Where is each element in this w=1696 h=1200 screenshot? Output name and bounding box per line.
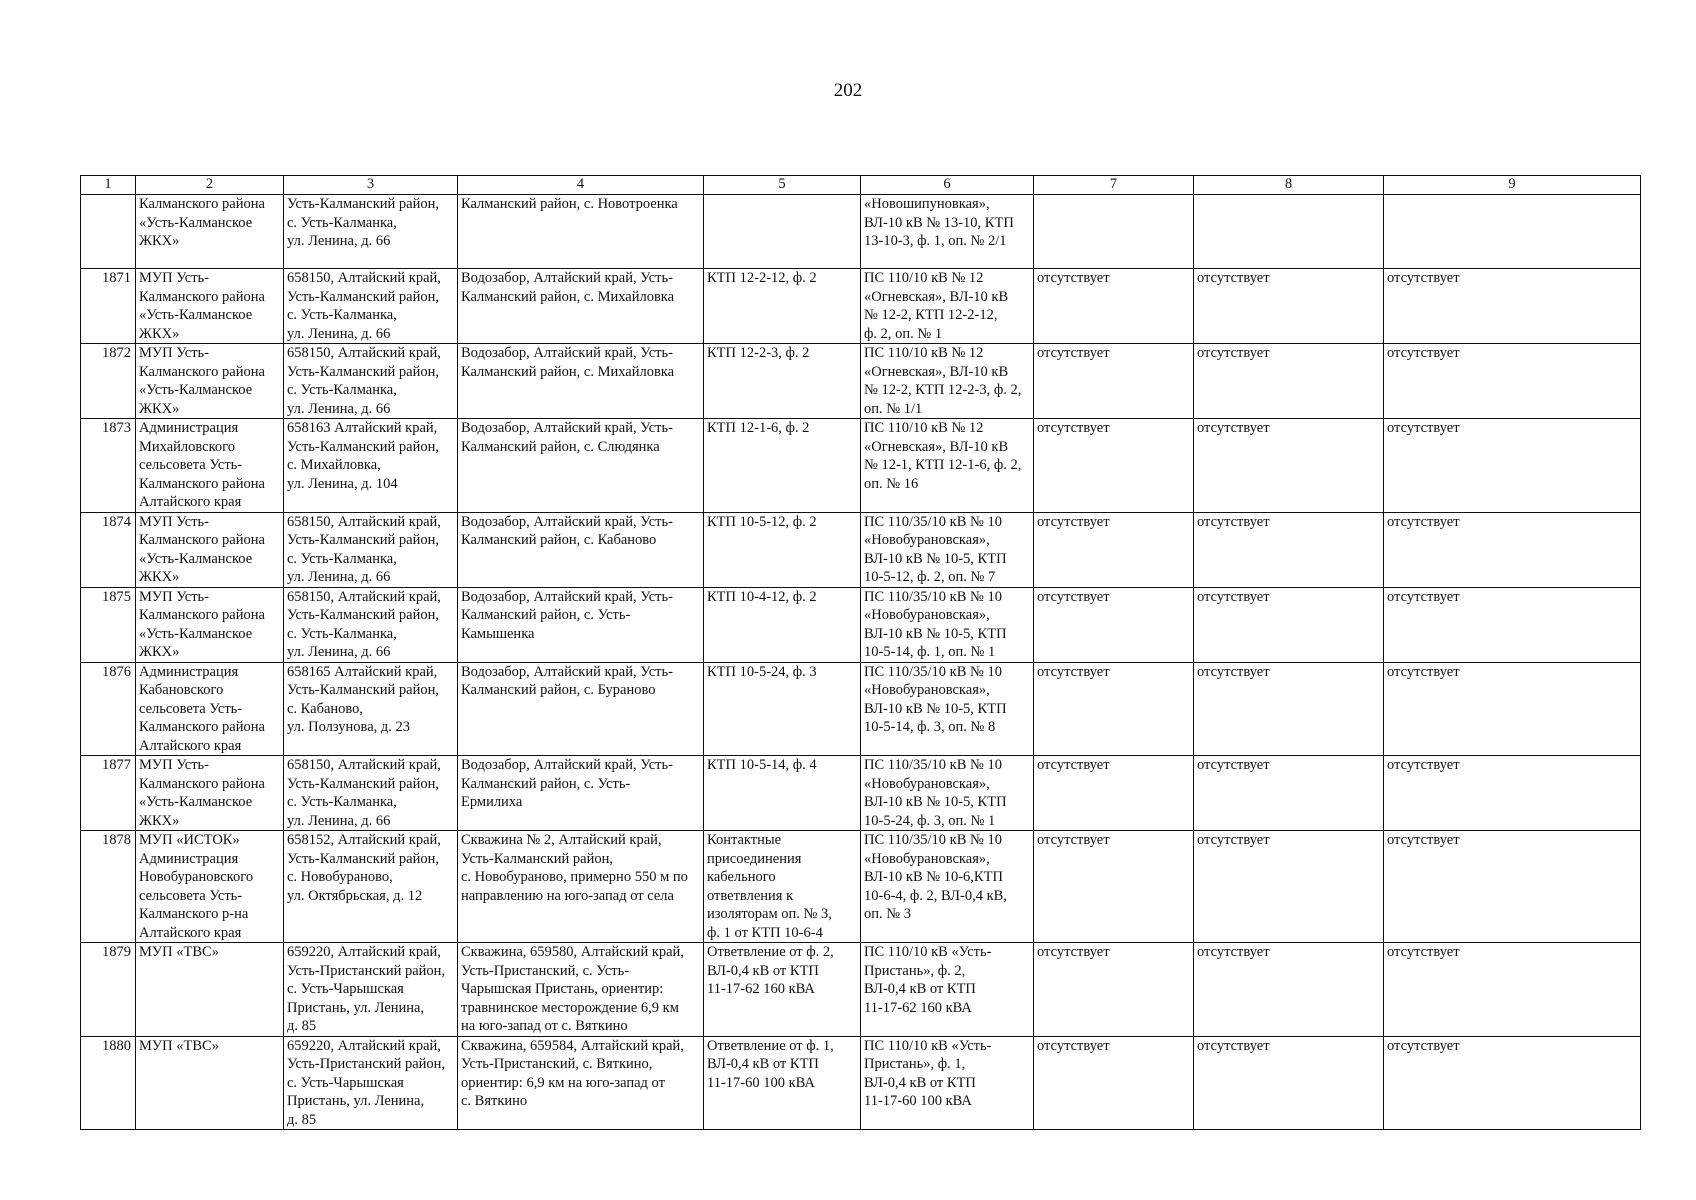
table-row [81,512,1641,587]
table-cell: отсутствует [1034,662,1194,756]
table-cell: Калманского района «Усть-Калманское ЖКХ» [136,195,284,269]
table-row [81,419,1641,513]
table-cell: 658165 Алтайский край, Усть-Калманский район, с. Кабаново, ул. Ползунова, д. 23 [284,662,458,756]
column-header: 1 [81,176,136,195]
table-cell: отсутствует [1194,756,1384,831]
column-header: 8 [1194,176,1384,195]
table-cell: Водозабор, Алтайский край, Усть- Калманский район, с. Усть- Камышенка [458,587,704,662]
table-cell: отсутствует [1194,831,1384,943]
table-cell: отсутствует [1384,756,1641,831]
table-body [81,195,1641,1130]
row-number-cell: 1872 [81,344,136,419]
table-cell: ПС 110/35/10 кВ № 10 «Новобурановская», ВЛ-10 кВ № 10-5, КТП 10-5-24, ф. 3, оп. № 1 [861,756,1034,831]
table-row [81,831,1641,943]
table-row [81,269,1641,344]
table-cell: КТП 12-2-3, ф. 2 [704,344,861,419]
table-cell: Водозабор, Алтайский край, Усть- Калманский район, с. Бураново [458,662,704,756]
table-cell: МУП Усть- Калманского района «Усть-Калманское ЖКХ» [136,756,284,831]
table-cell: КТП 10-4-12, ф. 2 [704,587,861,662]
row-number-cell: 1871 [81,269,136,344]
table-header-row [81,176,1641,195]
table-cell [1384,195,1641,269]
table-cell: Водозабор, Алтайский край, Усть- Калманский район, с. Михайловка [458,344,704,419]
table-cell: отсутствует [1384,943,1641,1037]
table-cell: отсутствует [1194,344,1384,419]
data-table [80,175,1641,1130]
table-cell: МУП «ТВС» [136,943,284,1037]
table-cell: отсутствует [1384,1036,1641,1130]
table-cell: отсутствует [1034,943,1194,1037]
table-cell: отсутствует [1194,269,1384,344]
table-cell: ПС 110/10 кВ «Усть- Пристань», ф. 1, ВЛ-0,4 кВ от КТП 11-17-60 100 кВА [861,1036,1034,1130]
table-cell: 658150, Алтайский край, Усть-Калманский район, с. Усть-Калманка, ул. Ленина, д. 66 [284,756,458,831]
column-header: 2 [136,176,284,195]
row-number-cell: 1879 [81,943,136,1037]
table-cell: отсутствует [1384,419,1641,513]
table-cell [1194,195,1384,269]
table-cell: КТП 12-1-6, ф. 2 [704,419,861,513]
table-cell [1034,195,1194,269]
row-number-cell: 1873 [81,419,136,513]
table-row [81,195,1641,269]
table-cell: КТП 12-2-12, ф. 2 [704,269,861,344]
column-header: 5 [704,176,861,195]
table-cell: «Новошипуновкая», ВЛ-10 кВ № 13-10, КТП 13-10-3, ф. 1, оп. № 2/1 [861,195,1034,269]
table-row [81,587,1641,662]
row-number-cell: 1877 [81,756,136,831]
table-cell: 658152, Алтайский край, Усть-Калманский район, с. Новобураново, ул. Октябрьская, д. 12 [284,831,458,943]
table-cell: ПС 110/35/10 кВ № 10 «Новобурановская», ВЛ-10 кВ № 10-5, КТП 10-5-12, ф. 2, оп. № 7 [861,512,1034,587]
table-row [81,756,1641,831]
row-number-cell: 1876 [81,662,136,756]
table-cell: Скважина № 2, Алтайский край, Усть-Калманский район, с. Новобураново, примерно 550 м по направлению на юго-запад от села [458,831,704,943]
table-cell: МУП Усть- Калманского района «Усть-Калманское ЖКХ» [136,344,284,419]
table-cell: 658150, Алтайский край, Усть-Калманский район, с. Усть-Калманка, ул. Ленина, д. 66 [284,344,458,419]
table-cell: Водозабор, Алтайский край, Усть- Калманский район, с. Слюдянка [458,419,704,513]
table-cell: отсутствует [1034,831,1194,943]
page-number: 202 [833,80,863,101]
table-cell: отсутствует [1384,662,1641,756]
table-cell: Калманский район, с. Новотроенка [458,195,704,269]
table-cell: 658150, Алтайский край, Усть-Калманский район, с. Усть-Калманка, ул. Ленина, д. 66 [284,512,458,587]
table-cell: ПС 110/35/10 кВ № 10 «Новобурановская», ВЛ-10 кВ № 10-5, КТП 10-5-14, ф. 1, оп. № 1 [861,587,1034,662]
table-cell: ПС 110/10 кВ № 12 «Огневская», ВЛ-10 кВ № 12-1, КТП 12-1-6, ф. 2, оп. № 16 [861,419,1034,513]
table-cell: отсутствует [1034,344,1194,419]
table-cell: 658150, Алтайский край, Усть-Калманский район, с. Усть-Калманка, ул. Ленина, д. 66 [284,587,458,662]
row-number-cell: 1880 [81,1036,136,1130]
row-number-cell: 1878 [81,831,136,943]
table-cell: отсутствует [1034,512,1194,587]
table-cell: Скважина, 659584, Алтайский край, Усть-Пристанский, с. Вяткино, ориентир: 6,9 км на юго-запад от с. Вяткино [458,1036,704,1130]
table-cell: МУП «ИСТОК» Администрация Новобурановского сельсовета Усть- Калманского р-на Алтайского края [136,831,284,943]
column-header: 9 [1384,176,1641,195]
row-number-cell: 1874 [81,512,136,587]
table-cell: отсутствует [1034,1036,1194,1130]
row-number-cell [81,195,136,269]
column-header: 7 [1034,176,1194,195]
table-cell: Администрация Михайловского сельсовета Усть- Калманского района Алтайского края [136,419,284,513]
table-cell: Контактные присоединения кабельного ответвления к изоляторам оп. № 3, ф. 1 от КТП 10-6-4 [704,831,861,943]
table-cell: ПС 110/10 кВ № 12 «Огневская», ВЛ-10 кВ № 12-2, КТП 12-2-3, ф. 2, оп. № 1/1 [861,344,1034,419]
table-cell: 658163 Алтайский край, Усть-Калманский район, с. Михайловка, ул. Ленина, д. 104 [284,419,458,513]
table-row [81,1036,1641,1130]
table-cell: Администрация Кабановского сельсовета Усть- Калманского района Алтайского края [136,662,284,756]
table-cell: отсутствует [1194,662,1384,756]
column-header: 6 [861,176,1034,195]
table-cell: Ответвление от ф. 1, ВЛ-0,4 кВ от КТП 11-17-60 100 кВА [704,1036,861,1130]
table-cell: отсутствует [1034,419,1194,513]
column-header: 4 [458,176,704,195]
table-cell: Водозабор, Алтайский край, Усть- Калманский район, с. Усть- Ермилиха [458,756,704,831]
table-cell: отсутствует [1194,512,1384,587]
table-cell: 659220, Алтайский край, Усть-Пристанский район, с. Усть-Чарышская Пристань, ул. Ленина, д. 85 [284,943,458,1037]
table-cell: МУП Усть- Калманского района «Усть-Калманское ЖКХ» [136,587,284,662]
table-cell: отсутствует [1384,831,1641,943]
table-cell: ПС 110/10 кВ № 12 «Огневская», ВЛ-10 кВ № 12-2, КТП 12-2-12, ф. 2, оп. № 1 [861,269,1034,344]
table-cell: КТП 10-5-14, ф. 4 [704,756,861,831]
table-cell: МУП Усть- Калманского района «Усть-Калманское ЖКХ» [136,512,284,587]
table-cell: отсутствует [1384,512,1641,587]
table-row [81,662,1641,756]
table-cell: отсутствует [1194,419,1384,513]
table-cell: МУП Усть- Калманского района «Усть-Калманское ЖКХ» [136,269,284,344]
table-cell: отсутствует [1034,269,1194,344]
table-cell: отсутствует [1194,1036,1384,1130]
row-number-cell: 1875 [81,587,136,662]
table-cell: Водозабор, Алтайский край, Усть- Калманский район, с. Михайловка [458,269,704,344]
table-cell: Скважина, 659580, Алтайский край, Усть-Пристанский, с. Усть- Чарышская Пристань, ориентир: травнинское месторождение 6,9 км на юго-запад от с. Вяткино [458,943,704,1037]
table-cell: 658150, Алтайский край, Усть-Калманский район, с. Усть-Калманка, ул. Ленина, д. 66 [284,269,458,344]
table-cell: Водозабор, Алтайский край, Усть- Калманский район, с. Кабаново [458,512,704,587]
table-row [81,943,1641,1037]
table-cell: КТП 10-5-12, ф. 2 [704,512,861,587]
table-cell: отсутствует [1034,587,1194,662]
table-cell: отсутствует [1384,344,1641,419]
table-cell: отсутствует [1384,269,1641,344]
table-cell: ПС 110/35/10 кВ № 10 «Новобурановская», ВЛ-10 кВ № 10-6,КТП 10-6-4, ф. 2, ВЛ-0,4 кВ, оп. № 3 [861,831,1034,943]
table-cell: Усть-Калманский район, с. Усть-Калманка, ул. Ленина, д. 66 [284,195,458,269]
column-header: 3 [284,176,458,195]
table-cell: КТП 10-5-24, ф. 3 [704,662,861,756]
table-cell: ПС 110/10 кВ «Усть- Пристань», ф. 2, ВЛ-0,4 кВ от КТП 11-17-62 160 кВА [861,943,1034,1037]
table-cell: отсутствует [1194,943,1384,1037]
table-cell [704,195,861,269]
table-cell: отсутствует [1384,587,1641,662]
table-cell: 659220, Алтайский край, Усть-Пристанский район, с. Усть-Чарышская Пристань, ул. Ленина, д. 85 [284,1036,458,1130]
table-cell: Ответвление от ф. 2, ВЛ-0,4 кВ от КТП 11-17-62 160 кВА [704,943,861,1037]
table-row [81,344,1641,419]
table-cell: ПС 110/35/10 кВ № 10 «Новобурановская», ВЛ-10 кВ № 10-5, КТП 10-5-14, ф. 3, оп. № 8 [861,662,1034,756]
table-cell: отсутствует [1034,756,1194,831]
table-cell: МУП «ТВС» [136,1036,284,1130]
table-cell: отсутствует [1194,587,1384,662]
